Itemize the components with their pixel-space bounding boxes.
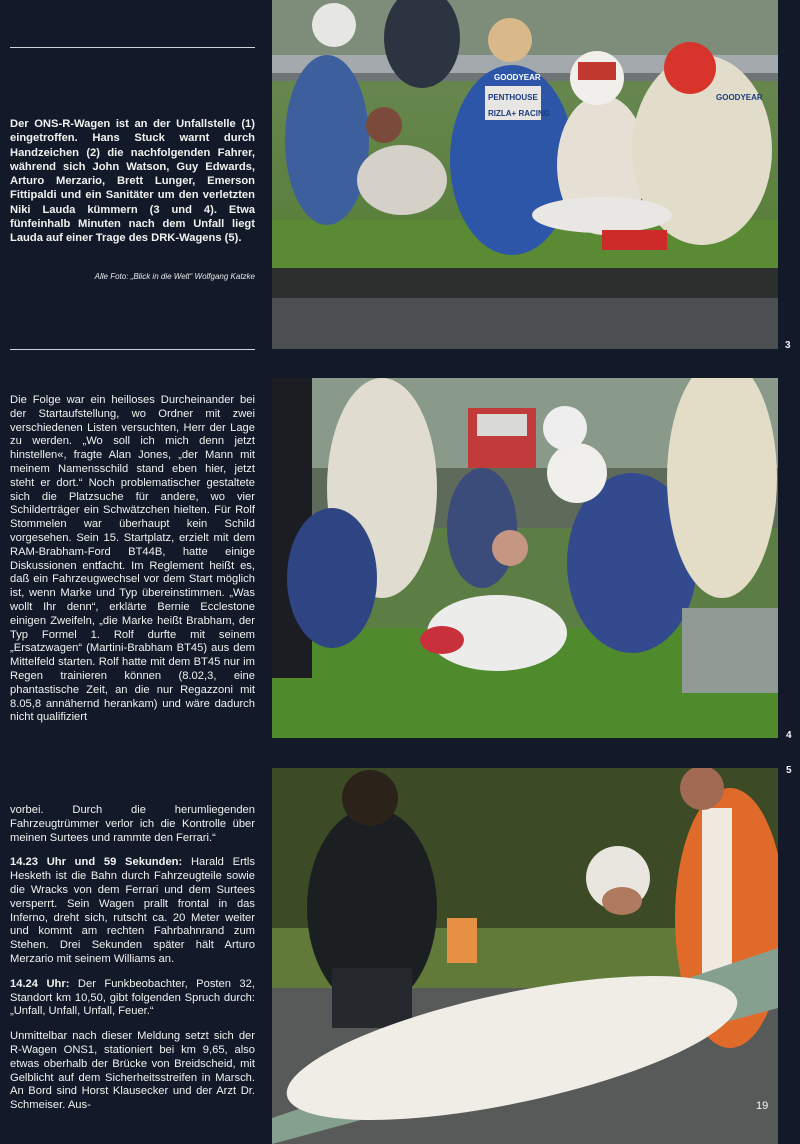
middle-rule	[10, 349, 255, 350]
time-heading: 14.24 Uhr:	[10, 977, 70, 990]
suit-text: PENTHOUSE	[488, 93, 538, 102]
article-paragraph	[10, 978, 255, 1019]
photo-number-5: 5	[786, 765, 792, 776]
article-column-1: Die Folge war ein heilloses Durcheinander bei der Startaufstellung, wo Ordner mit zwei verschiedenen Listen versuchten, Herr der Lage zu werden. „Wo soll ich mich denn jetzt hinstellen«, fragte Alan Jones, „der Mann mit meinem Namensschild stand eben hier, jetzt steht er dort.“ Noch problematischer gestaltete sich die Platzsuche für andere, wo vier Schilderträger ein Schwätzchen hielten. Für Rolf Stommelen war überhaupt kein Schild vorgesehen. Sein 15. Startplatz, erzielt mit dem RAM-Brabham-Ford BT44B, hatte einige Diskussionen entfacht. Im Reglement heißt es, daß ein Fahrzeugwechsel vor dem Start möglich ist, wenn Marke und Typ übereinstimmen. „Was wollt Ihr denn“, erklärte Bernie Ecclestone einigen Zweifeln, „die Marke heißt Brabham, der Typ Formel 1. Rolf durfte mit seinem „Ersatzwagen“ (Martini-Brabham BT45) aus dem Mittelfeld starten. Rolf hatte mit dem BT45 nur im Regen trainieren können (8.02,3, eine phantastische Zeit, an die nur Regazzoni mit 8.05,8 annähernd herankam) und wäre dadurch nicht qualifiziert	[10, 394, 255, 724]
photo-4-medic-with-lauda	[272, 378, 778, 738]
page-number: 19	[756, 1100, 769, 1112]
paragraph-text: Der Funkbeobachter, Posten 32, Standort km 10,50, gibt folgenden Spruch durch: „Unfall, Unfall, Unfall, Feuer.“	[10, 977, 255, 1018]
photo-number-3: 3	[785, 340, 791, 351]
photo-number-4: 4	[786, 730, 792, 741]
article-paragraph: vorbei. Durch die herumliegenden Fahrzeugtrümmer verlor ich die Kontrolle über meinen Surtees und rammte den Ferrari.“	[10, 804, 255, 844]
photo-caption: Der ONS-R-Wagen ist an der Unfallstelle (1) eingetroffen. Hans Stuck warnt durch Handzeichen (2) die nachfolgenden Fahrer, während sich John Watson, Guy Edwards, Arturo Merzario, Brett Lunger, Emerson Fittipaldi und ein Sanitäter um den verletzten Niki Lauda kümmern (3 und 4). Etwa fünfeinhalb Minuten nach dem Unfall liegt Lauda auf einer Trage des DRK-Wagens (5).	[10, 118, 255, 245]
article-paragraph	[10, 856, 255, 966]
suit-text: GOODYEAR	[716, 93, 763, 102]
article-paragraph: Unmittelbar nach dieser Meldung setzt sich der R-Wagen ONS1, stationiert bei km 9,65, also etwas oberhalb der Brücke von Breidscheid, mit Gelblicht auf dem Sicherheitsstreifen in Marsch. An Bord sind Horst Klausecker und der Arzt Dr. Schmeiser. Aus-	[10, 1030, 255, 1112]
suit-text: GOODYEAR	[494, 73, 541, 82]
article-column-2	[10, 804, 255, 1124]
time-heading: 14.23 Uhr und 59 Sekunden:	[10, 856, 183, 869]
paragraph-text: Harald Ertls Hesketh ist die Bahn durch Fahrzeugteile sowie die Wracks von dem Ferrari und dem Surtees versperrt. Sein Wagen prallt frontal in das Inferno, dreht sich, rutscht ca. 20 Meter weiter und kommt am rechten Fahrbahnrand zum Stehen. Drei Sekunden später hält Arturo Merzario mit seinem Williams an.	[10, 856, 255, 965]
photo-3-drivers-aid-lauda	[272, 0, 778, 349]
top-rule	[10, 47, 255, 48]
photo-credit: Alle Foto: „Blick in die Welt“ Wolfgang Katzke	[94, 272, 255, 281]
photo-5-lauda-on-stretcher	[272, 768, 778, 1144]
suit-text: RIZLA+ RACING	[488, 109, 550, 118]
